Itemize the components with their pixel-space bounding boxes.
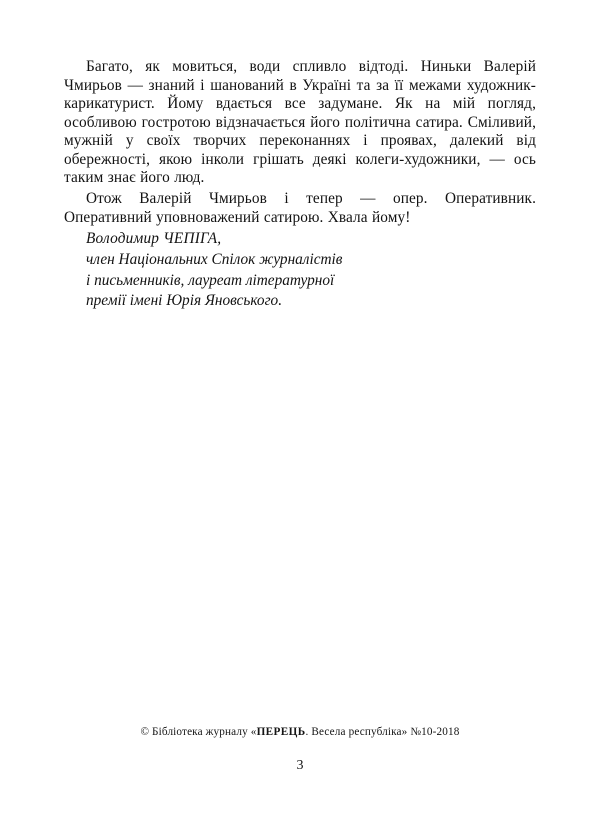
signature-role-line-1: член Національних Спілок журналістів xyxy=(86,250,343,268)
footer-journal-name: ПЕРЕЦЬ xyxy=(256,726,306,738)
page-number: 3 xyxy=(296,758,304,773)
signature-name: Володимир ЧЕПІГА, xyxy=(86,230,222,247)
paragraph-2: Отож Валерій Чмирьов і тепер — опер. Оперативник. Оперативний уповноважений сатирою. Хвала йому! xyxy=(64,190,536,226)
paragraph-1: Багато, як мовиться, води спливло відтоді. Ниньки Валерій Чмирьов — знаний і шанований в Україні та за її межами художник-карикатурист. Йому вдається все задумане. Як на мій погляд, особливою гостротою відзначається його політична сатира. Сміливий, мужній у своїх творчих переконаннях і проявах, далекий від обережності, якою інколи грішать деякі колеги-художники, — ось таким знає його люд. xyxy=(64,58,536,187)
footer-imprint xyxy=(140,726,459,738)
footer-suffix: . Весела республіка» №10-2018 xyxy=(305,726,460,738)
footer-prefix: © Бібліотека журналу « xyxy=(140,726,257,738)
signature-role-line-3: премії імені Юрія Яновського. xyxy=(86,292,283,310)
signature-block xyxy=(64,229,464,312)
signature-role-line-2: і письменників, лауреат літературної xyxy=(86,271,335,289)
footer xyxy=(0,722,600,740)
body-text-block xyxy=(64,58,536,227)
